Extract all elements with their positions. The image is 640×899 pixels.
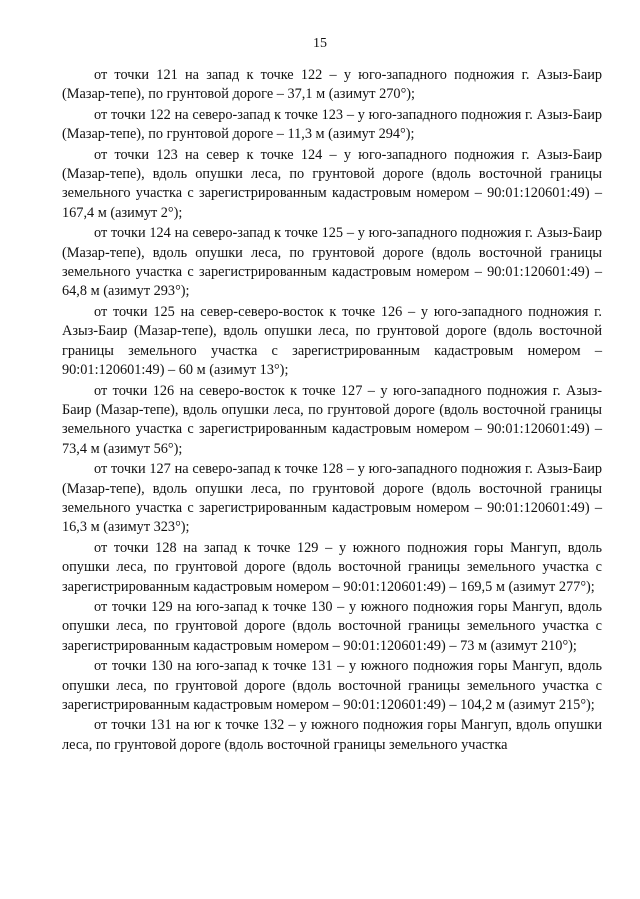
boundary-paragraph-125-126: от точки 125 на север-северо-восток к точке 126 – у юго-западного подножия г. Азыз-Баир (Мазар-тепе), вдоль опушки леса, по грунтовой дороге (вдоль восточной границы земельного участка с зарегистрированным кадастровым номером – 90:01:120601:49) – 60 м (азимут 13°); <box>62 303 602 379</box>
boundary-paragraph-129-130: от точки 129 на юго-запад к точке 130 – у южного подножия горы Мангуп, вдоль опушки леса, по грунтовой дороге (вдоль восточной границы земельного участка с зарегистрированным кадастровым номером – 90:01:120601:49) – 73 м (азимут 210°); <box>62 598 602 654</box>
boundary-paragraph-131-132: от точки 131 на юг к точке 132 – у южного подножия горы Мангуп, вдоль опушки леса, по грунтовой дороге (вдоль восточной границы земельного участка <box>62 717 602 753</box>
page-number: 15 <box>313 36 327 51</box>
document-body <box>62 66 602 756</box>
boundary-paragraph-126-127: от точки 126 на северо-восток к точке 127 – у юго-западного подножия г. Азыз-Баир (Мазар-тепе), вдоль опушки леса, по грунтовой дороге (вдоль восточной границы земельного участка с зарегистрированным кадастровым номером – 90:01:120601:49) – 73,4 м (азимут 56°); <box>62 382 602 457</box>
boundary-paragraph-127-128: от точки 127 на северо-запад к точке 128 – у юго-западного подножия г. Азыз-Баир (Мазар-тепе), вдоль опушки леса, по грунтовой дороге (вдоль восточной границы земельного участка с зарегистрированным кадастровым номером – 90:01:120601:49) – 16,3 м (азимут 323°); <box>62 461 602 536</box>
boundary-paragraph-124-125: от точки 124 на северо-запад к точке 125 – у юго-западного подножия г. Азыз-Баир (Мазар-тепе), вдоль опушки леса, по грунтовой дороге (вдоль восточной границы земельного участка с зарегистрированным кадастровым номером – 90:01:120601:49) – 64,8 м (азимут 293°); <box>62 225 602 300</box>
boundary-paragraph-121-122: от точки 121 на запад к точке 122 – у юго-западного подножия г. Азыз-Баир (Мазар-тепе), по грунтовой дороге – 37,1 м (азимут 270°); <box>62 67 602 103</box>
boundary-paragraph-130-131: от точки 130 на юго-запад к точке 131 – у южного подножия горы Мангуп, вдоль опушки леса, по грунтовой дороге (вдоль восточной границы земельного участка с зарегистрированным кадастровым номером – 90:01:120601:49) – 104,2 м (азимут 215°); <box>62 658 602 713</box>
boundary-paragraph-128-129: от точки 128 на запад к точке 129 – у южного подножия горы Мангуп, вдоль опушки леса, по грунтовой дороге (вдоль восточной границы земельного участка с зарегистрированным кадастровым номером – 90:01:120601:49) – 169,5 м (азимут 277°); <box>62 539 602 595</box>
boundary-paragraph-122-123: от точки 122 на северо-запад к точке 123 – у юго-западного подножия г. Азыз-Баир (Мазар-тепе), по грунтовой дороге – 11,3 м (азимут 294°); <box>62 106 602 143</box>
boundary-paragraph-123-124: от точки 123 на север к точке 124 – у юго-западного подножия г. Азыз-Баир (Мазар-тепе), вдоль опушки леса, по грунтовой дороге (вдоль восточной границы земельного участка с зарегистрированным кадастровым номером – 90:01:120601:49) – 167,4 м (азимут 2°); <box>62 146 602 221</box>
